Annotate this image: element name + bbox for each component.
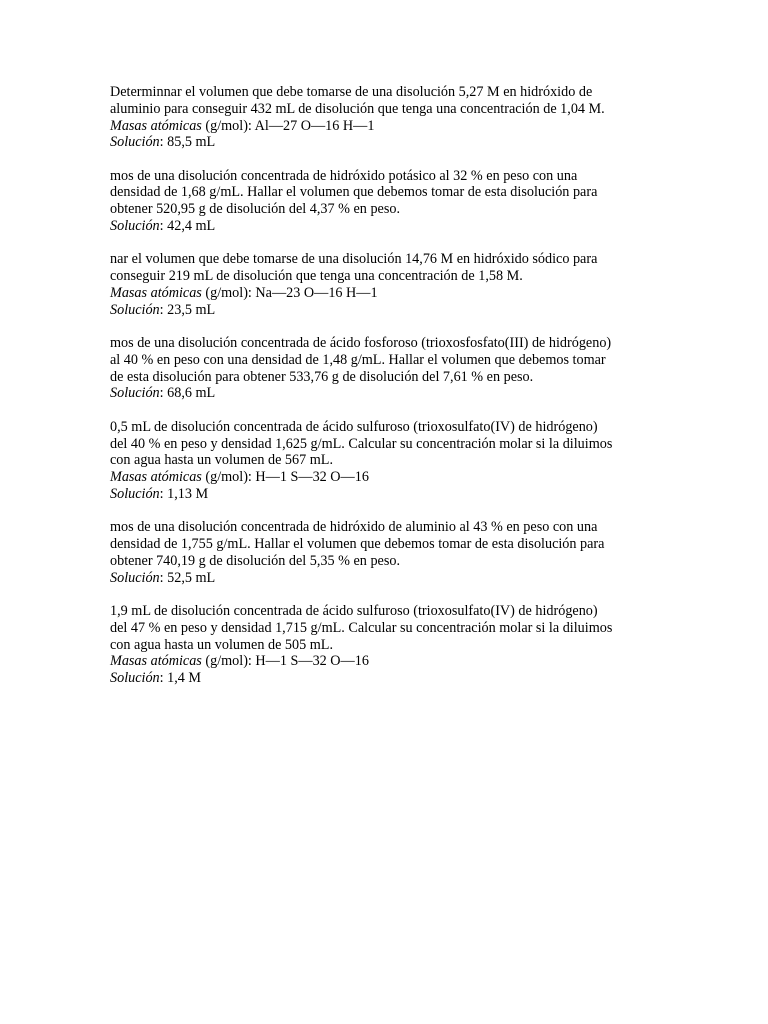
solution-value: : 1,13 M xyxy=(159,485,209,502)
solution-value: : 52,5 mL xyxy=(159,569,216,586)
problem-block xyxy=(110,251,670,318)
problem-statement-line: obtener 520,95 g de disolución del 4,37 % en peso. xyxy=(110,201,400,218)
solution-value: : 42,4 mL xyxy=(159,218,216,235)
problem-statement-line: 1,9 mL de disolución concentrada de ácido sulfuroso (trioxosulfato(IV) de hidrógeno) xyxy=(110,602,598,619)
solution-label: Solución xyxy=(110,670,160,687)
solution-label: Solución xyxy=(110,301,160,318)
problem-statement-line: Determinnar el volumen que debe tomarse de una disolución 5,27 M en hidróxido de xyxy=(110,84,593,100)
problem-block xyxy=(110,603,670,687)
solution-value: : 1,4 M xyxy=(159,670,202,687)
problem-statement-line: 0,5 mL de disolución concentrada de ácido sulfuroso (trioxosulfato(IV) de hidrógeno) xyxy=(110,418,598,435)
atomic-masses xyxy=(110,118,670,135)
solution xyxy=(110,670,670,687)
problem-statement-line: nar el volumen que debe tomarse de una disolución 14,76 M en hidróxido sódico para xyxy=(110,251,598,268)
atomic-masses xyxy=(110,469,670,486)
problem-statement-line: del 47 % en peso y densidad 1,715 g/mL. Calcular su concentración molar si la diluimos xyxy=(110,619,613,636)
solution-label: Solución xyxy=(110,134,160,151)
problem-statement-line: al 40 % en peso con una densidad de 1,48 g/mL. Hallar el volumen que debemos tomar xyxy=(110,351,606,368)
problem-block xyxy=(110,168,670,235)
solution-label: Solución xyxy=(110,385,160,402)
atomic-masses xyxy=(110,653,670,670)
problem-block xyxy=(110,519,670,586)
problem-statement-line: mos de una disolución concentrada de hidróxido de aluminio al 43 % en peso con una xyxy=(110,519,598,536)
solution-value: : 85,5 mL xyxy=(159,134,216,151)
solution-label: Solución xyxy=(110,485,160,502)
atomic-masses-values: (g/mol): Na—23 O—16 H—1 xyxy=(201,284,378,301)
solution-label: Solución xyxy=(110,218,160,235)
solution xyxy=(110,385,670,402)
document-page xyxy=(110,84,670,703)
solution-value: : 23,5 mL xyxy=(159,301,216,318)
solution-label: Solución xyxy=(110,569,160,586)
atomic-masses-label: Masas atómicas xyxy=(110,117,202,134)
solution xyxy=(110,218,670,235)
problem-statement-line: con agua hasta un volumen de 567 mL. xyxy=(110,452,334,469)
problem-statement-line: mos de una disolución concentrada de ácido fosforoso (trioxosfosfato(III) de hidrógeno) xyxy=(110,335,612,352)
atomic-masses-values: (g/mol): H—1 S—32 O—16 xyxy=(201,653,369,670)
solution xyxy=(110,302,670,319)
atomic-masses-label: Masas atómicas xyxy=(110,284,202,301)
solution xyxy=(110,134,670,151)
problem-statement-line: densidad de 1,755 g/mL. Hallar el volumen que debemos tomar de esta disolución para xyxy=(110,536,605,553)
atomic-masses xyxy=(110,285,670,302)
solution xyxy=(110,570,670,587)
problem-statement-line: densidad de 1,68 g/mL. Hallar el volumen que debemos tomar de esta disolución para xyxy=(110,184,598,201)
solution-value: : 68,6 mL xyxy=(159,385,216,402)
problem-statement-line: obtener 740,19 g de disolución del 5,35 % en peso. xyxy=(110,552,400,569)
atomic-masses-label: Masas atómicas xyxy=(110,653,202,670)
problem-statement-line: del 40 % en peso y densidad 1,625 g/mL. Calcular su concentración molar si la diluimos xyxy=(110,435,613,452)
problem-statement-line: conseguir 219 mL de disolución que tenga una concentración de 1,58 M. xyxy=(110,268,523,285)
solution xyxy=(110,486,670,503)
atomic-masses-values: (g/mol): Al—27 O—16 H—1 xyxy=(201,117,375,134)
problem-statement-line: de esta disolución para obtener 533,76 g de disolución del 7,61 % en peso. xyxy=(110,368,534,385)
problem-block xyxy=(110,335,670,402)
problem-statement-line: mos de una disolución concentrada de hidróxido potásico al 32 % en peso con una xyxy=(110,167,578,184)
problem-statement-line: con agua hasta un volumen de 505 mL. xyxy=(110,636,334,653)
problem-block xyxy=(110,84,670,151)
problem-block xyxy=(110,419,670,503)
atomic-masses-values: (g/mol): H—1 S—32 O—16 xyxy=(201,469,369,486)
atomic-masses-label: Masas atómicas xyxy=(110,469,202,486)
problem-statement-line: aluminio para conseguir 432 mL de disolución que tenga una concentración de 1,04 M. xyxy=(110,100,605,117)
